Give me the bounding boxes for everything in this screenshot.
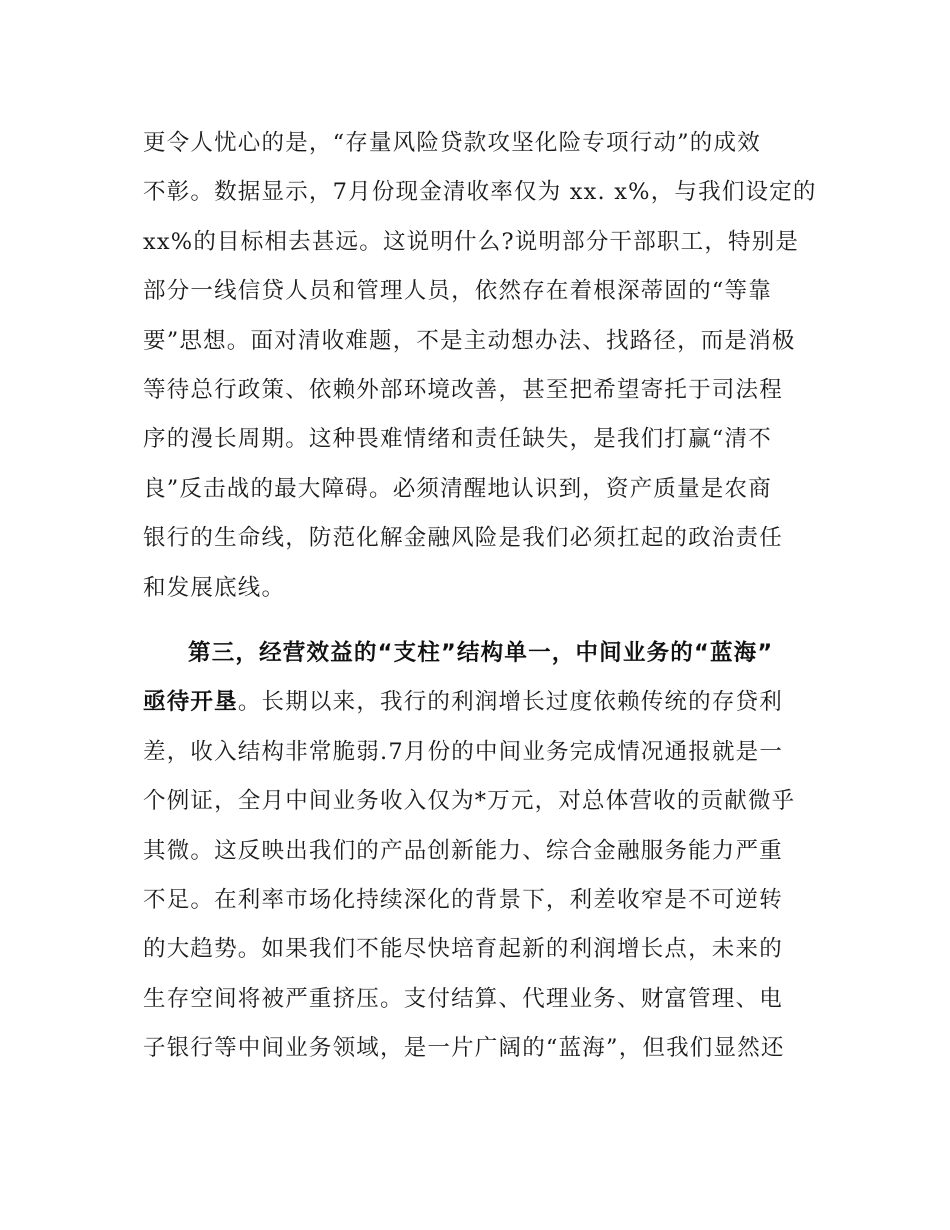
paragraph-line-rest: 。长期以来，我行的利润增长过度依赖传统的存贷利 (237, 689, 783, 716)
paragraph-line: 更令人忧心的是，“存量风险贷款攻坚化险专项行动”的成效 (143, 130, 761, 156)
section-heading: 第三，经营效益的“支柱”结构单一，中间业务的“蓝海” (188, 640, 774, 666)
paragraph-line: 良”反击战的最大障碍。必须清醒地认识到，资产质量是农商 (143, 475, 772, 502)
paragraph-line: 序的漫长周期。这种畏难情绪和责任缺失，是我们打赢“清不 (143, 426, 772, 453)
paragraph-line: 生存空间将被严重挤压。支付结算、代理业务、财富管理、电 (143, 985, 783, 1012)
paragraph-line: 其微。这反映出我们的产品创新能力、综合金融服务能力严重 (143, 837, 783, 864)
paragraph-line: 和发展底线。 (143, 574, 286, 601)
paragraph-1 (143, 119, 823, 613)
paragraph-line: xx%的目标相去甚远。这说明什么?说明部分干部职工，特别是 (143, 228, 800, 255)
paragraph-line: 银行的生命线，防范化解金融风险是我们必须扛起的政治责任 (143, 525, 783, 552)
paragraph-line: 差，收入结构非常脆弱.7月份的中间业务完成情况通报就是一 (143, 738, 784, 765)
paragraph-line: 不彰。数据显示，7月份现金清收率仅为 xx. x%，与我们设定的 (143, 179, 817, 206)
paragraph-line: 部分一线信贷人员和管理人员，依然存在着根深蒂固的“等靠 (143, 278, 772, 305)
paragraph-line: 子银行等中间业务领域，是一片广阔的“蓝海”，但我们显然还 (143, 1035, 785, 1062)
paragraph-line (143, 678, 823, 727)
section-heading-continued: 亟待开垦 (143, 689, 238, 716)
paragraph-line: 等待总行政策、依赖外部环境改善，甚至把希望寄托于司法程 (143, 376, 783, 403)
paragraph-line: 要”思想。面对清收难题，不是主动想办法、找路径，而是消极 (143, 327, 796, 354)
paragraph-line: 个例证，全月中间业务收入仅为*万元，对总体营收的贡献微乎 (143, 788, 796, 815)
paragraph-2 (143, 629, 823, 1074)
paragraph-line: 的大趋势。如果我们不能尽快培育起新的利润增长点，未来的 (143, 936, 783, 963)
paragraph-line: 不足。在利率市场化持续深化的背景下，利差收窄是不可逆转 (143, 886, 783, 913)
